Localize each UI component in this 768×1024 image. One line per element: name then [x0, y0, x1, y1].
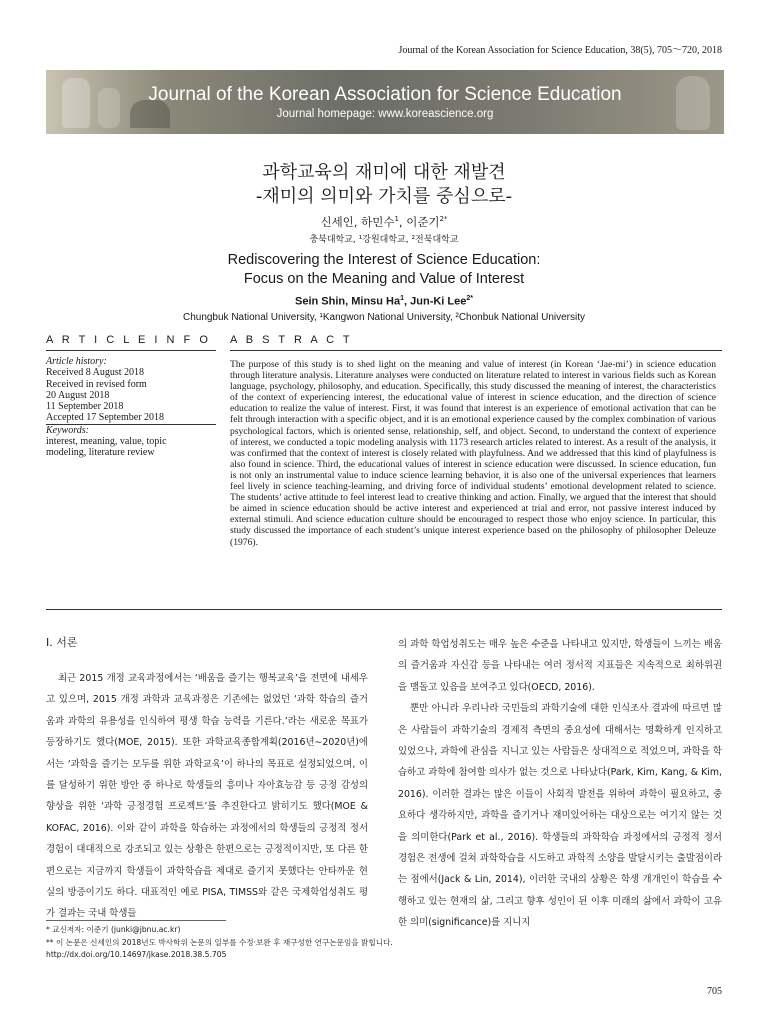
doi-link[interactable]: http://dx.doi.org/10.14697/jkase.2018.38.5.705: [46, 950, 227, 959]
body-left-paragraph: 최근 2015 개정 교육과정에서는 ‘배움을 즐기는 행복교육’을 전면에 내세우고 있으며, 2015 개정 과학과 교육과정은 기존에는 없었던 ‘과학 학습의 즐거움과 과학의 유용성을 인식하여 평생 학습 능력을 기른다.’라는 새로운 목표가 등장하기도 했다(MOE, 2015). 또한 과학교육종합계획(2016년∼2020년)에서는 ‘과학을 즐기는 모두를 위한 과학교육’이 하나의 목표로 설정되었으며, 이를 달성하기 위한 방안 중 하나로 학생들의 흥미나 자아효능감 등 긍정 감성의 향상을 위한 ‘과학 긍정경험 프로젝트’를 추진한다고 밝히기도 했다(MOE & KOFAC, 2016). 이와 같이 과학을 학습하는 과정에서의 학생들의 긍정적 정서 경험이 대대적으로 강조되고 있는 상황은 한편으로는 긍정적이지만, 또 다른 한편으로는 지금까지 학생들이 과학학습을 제대로 즐기지 못했다는 안타까운 현실의 방증이기도 하다. 대표적인 예로 PISA, TIMSS와 같은 국제학업성취도 평가 결과는 국내 학생들: [46, 673, 368, 920]
banner-homepage: Journal homepage: www.koreascience.org: [276, 108, 494, 120]
footnote-divider: [46, 920, 226, 921]
history-label: Article history:: [46, 356, 107, 367]
abstract-text: The purpose of this study is to shed light on the meaning and value of interest (in Korean ‘Jae-mi’) in science education through literature analysis. Literature analyses were conducted on literature related to interest in various fields such as Korean language, psychology, philosophy, and education. Specifically, this study discussed the meaning of interest, the characteristics of the context of experiencing interest, the educational value of interest in science education, and the direction of science education to realize the value of interest. First, it was found that interest is an experience of emotional activation that can be felt through interaction with a specific object, and it is an emotional experience caused by the complex combination of various psychological factors, which is oriented sense, relationship, self, and object. Second, to understand the context of experience of interest, we conducted a topic modeling analysis with 1173 research articles related to interest. As a result of the analysis, it was confirmed that the context of interest is closely related with playfulness. And we addressed that this kind of playfulness is also found in science. Third, the educational values of interest in science education were discussed. In science education, fun is not only an instrumental value to induce science learning behavior, it is also one of the universal experiences that learners feel lively in science teaching-learning, and driving force of individual students’ emotional development related to science. The students’ active attitude to feel interest lead to creative thinking and action. Finally, we argued that the interest that should be aimed in science education should be active interest and experienced at trial and error, not passive interest induced by external stimuli. And science education culture should be encouraged to respect those who enjoy science. In particular, this study discussed the importance of each student’s unique interest experience based on the philosophy of philosopher Deleuze (1976).: [230, 359, 716, 548]
revised-date-2: 11 September 2018: [46, 401, 124, 413]
received-date: Received 8 August 2018: [46, 367, 145, 379]
revised-date-1: 20 August 2018: [46, 389, 110, 401]
article-info-box: [46, 356, 216, 459]
korean-title-line2: -재미의 의미와 가치를 중심으로-: [255, 186, 513, 207]
revised-label: Received in revised form: [46, 378, 147, 390]
korean-affiliations: 충북대학교, ¹강원대학교, ²전북대학교: [309, 235, 459, 245]
korean-authors: 신세인, 하민수$^1$, 이준기$^{2*}$: [320, 215, 448, 229]
divider: [230, 350, 722, 351]
corresponding-author: * 교신저자: 이준기 (junki@jbnu.ac.kr): [46, 925, 181, 934]
journal-banner: [46, 70, 724, 134]
body-right-paragraph-1: 의 과학 학업성취도는 매우 높은 수준을 나타내고 있지만, 학생들이 느끼는 배움의 즐거움과 자신감 등을 나타내는 여러 정서적 지표들은 지속적으로 최하위권을 맴돌고 있음을 보여주고 있다(OECD, 2016).: [398, 639, 722, 693]
abstract-heading: A B S T R A C T: [230, 334, 353, 346]
keywords-line-2: modeling, literature review: [46, 447, 155, 459]
keywords-line-1: interest, meaning, value, topic: [46, 436, 167, 448]
article-info-heading: A R T I C L E I N F O: [46, 334, 211, 346]
keywords-label: Keywords:: [46, 424, 216, 436]
accepted-date: Accepted 17 September 2018: [46, 412, 165, 424]
english-authors: Sein Shin, Minsu Ha$^1$, Jun-Ki Lee$^{2*}$: [294, 295, 473, 308]
banner-journal-title: Journal of the Korean Association for Science Education: [148, 84, 622, 105]
page-number: 705: [707, 986, 722, 997]
journal-citation: Journal of the Korean Association for Science Education, 38(5), 705～720, 2018: [398, 45, 722, 56]
english-affiliations: Chungbuk National University, ¹Kangwon National University, ²Chonbuk National University: [182, 312, 586, 323]
footnote-note: ** 이 논문은 신세인의 2018년도 박사학위 논문의 일부를 수정·보완 후 재구성한 연구논문임을 밝힙니다.: [46, 937, 393, 947]
section-heading: Ⅰ. 서론: [46, 636, 78, 649]
korean-title-line1: 과학교육의 재미에 대한 재발견: [262, 162, 506, 183]
divider: [46, 609, 722, 610]
english-title-line1: Rediscovering the Interest of Science Education:: [227, 252, 541, 268]
body-right-paragraph-2: 뿐만 아니라 우리나라 국민들의 과학기술에 대한 인식조사 결과에 따르면 많은 사람들이 과학기술의 경제적 측면의 중요성에 대해서는 명확하게 인지하고 있었으나, 과학에 관심을 지니고 있는 사람들은 상대적으로 적었으며, 과학을 학습하고 과학에 참여할 의사가 없는 것으로 나타났다(Park, Kim, Kang, & Kim, 2016). 이러한 결과는 많은 이들이 사회적 발전을 위하여 과학이 필요하고, 중요하다 생각하지만, 과학을 즐기거나 재미있어하는 대상으로는 여기지 않는 것을 의미한다(Park et al., 2016). 학생들의 과학학습 과정에서의 긍정적 정서 경험은 전생에 걸쳐 과학학습을 시도하고 과학적 소양을 발달시키는 출발점이라는 점에서(Jack & Lin, 2014), 이러한 국내의 상황은 학생 개개인이 학습을 수행하고 있는 현재의 삶, 그리고 향후 성인이 된 이후 미래의 삶에서 과학이 고유한 의미(significance)를 지니지: [398, 703, 722, 929]
footnotes: [46, 924, 393, 962]
english-title-line2: Focus on the Meaning and Value of Interest: [243, 271, 525, 287]
divider: [46, 350, 216, 351]
body-right-column: [398, 634, 722, 934]
